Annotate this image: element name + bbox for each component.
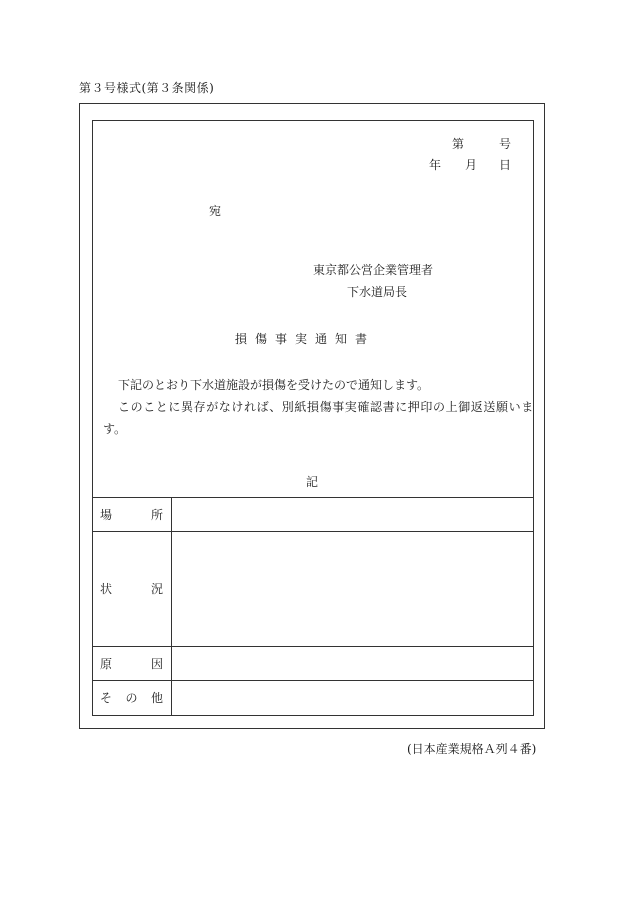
other-label-char-1: そ bbox=[100, 691, 113, 706]
body-paragraph-1: 下記のとおり下水道施設が損傷を受けたので通知します。 bbox=[118, 378, 430, 392]
cause-label-char-3: 因 bbox=[150, 656, 163, 671]
place-label-char-3: 所 bbox=[150, 508, 163, 523]
sender-organization: 東京都公営企業管理者 bbox=[313, 263, 434, 277]
details-table bbox=[92, 497, 534, 716]
cause-label-char-1: 原 bbox=[100, 656, 113, 671]
cause-value-field[interactable] bbox=[172, 646, 534, 680]
form-number-label: 第３号様式(第３条関係) bbox=[79, 81, 215, 95]
document-number-suffix: 号 bbox=[499, 137, 512, 151]
other-label-cell bbox=[93, 680, 172, 715]
table-row-cause bbox=[93, 646, 534, 680]
ki-label: 記 bbox=[306, 475, 319, 489]
state-label-char-1: 状 bbox=[100, 582, 113, 597]
state-value-field[interactable] bbox=[172, 532, 534, 647]
state-label-cell bbox=[93, 532, 172, 647]
other-value-field[interactable] bbox=[172, 680, 534, 715]
date-day-label: 日 bbox=[499, 158, 512, 172]
addressee-suffix: 宛 bbox=[209, 204, 222, 218]
date-year-label: 年 bbox=[429, 158, 442, 172]
body-paragraph-2-line-2: す。 bbox=[103, 422, 127, 436]
place-value-field[interactable] bbox=[172, 498, 534, 532]
document-number-prefix: 第 bbox=[452, 137, 465, 151]
other-label-char-3: 他 bbox=[150, 691, 163, 706]
date-month-label: 月 bbox=[465, 158, 478, 172]
body-paragraph-2-line-1: このことに異存がなければ、別紙損傷事実確認書に押印の上御返送願いま bbox=[118, 400, 534, 414]
sender-title: 下水道局長 bbox=[347, 285, 408, 299]
cause-label-cell bbox=[93, 646, 172, 680]
document-title: 損傷事実通知書 bbox=[235, 332, 376, 346]
place-label-cell bbox=[93, 498, 172, 532]
paper-size-note: (日本産業規格Ａ列４番) bbox=[407, 742, 537, 756]
other-label-char-2: の bbox=[125, 691, 138, 706]
state-label-char-3: 況 bbox=[150, 582, 163, 597]
table-row-place bbox=[93, 498, 534, 532]
table-row-other bbox=[93, 680, 534, 715]
table-row-state bbox=[93, 532, 534, 647]
place-label-char-1: 場 bbox=[100, 508, 113, 523]
